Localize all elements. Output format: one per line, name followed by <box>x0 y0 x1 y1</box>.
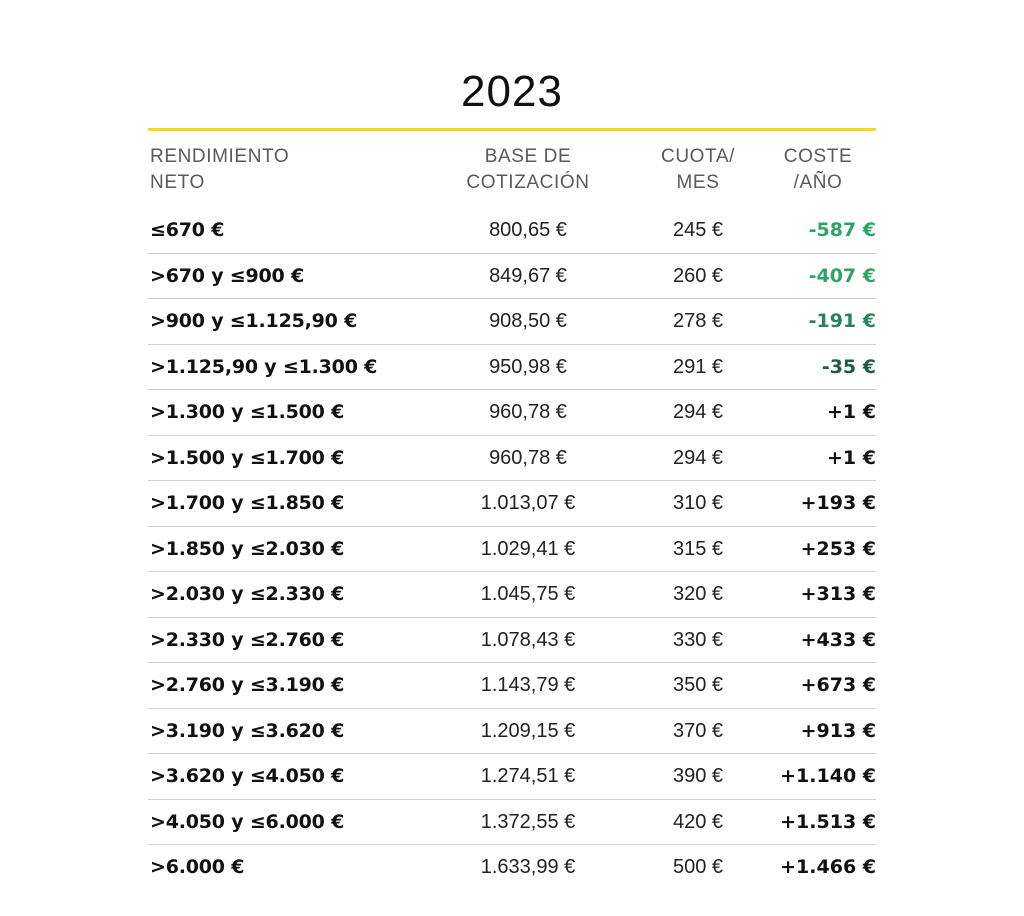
header-coste-ano: COSTE /AÑO <box>783 146 853 193</box>
cell-base-cotizacion: 1.209,15 € <box>480 719 576 742</box>
cell-cuota-mes: 294 € <box>672 446 724 469</box>
cell-coste-ano: +673 € <box>800 674 876 696</box>
table-row <box>148 208 876 254</box>
cell-rendimiento-neto: >6.000 € <box>150 856 245 878</box>
table-row <box>148 572 876 618</box>
cell-coste-ano: +1.140 € <box>780 765 876 787</box>
cell-base-cotizacion: 960,78 € <box>489 401 567 423</box>
cell-rendimiento-neto: >3.190 y ≤3.620 € <box>150 719 345 742</box>
table-row <box>148 754 876 800</box>
cell-cuota-mes: 500 € <box>672 856 724 878</box>
cell-cuota-mes: 390 € <box>672 765 724 787</box>
cell-rendimiento-neto: >1.300 y ≤1.500 € <box>150 401 345 423</box>
cell-base-cotizacion: 908,50 € <box>489 310 567 332</box>
cell-coste-ano: -35 € <box>821 355 876 378</box>
table-row <box>148 845 876 891</box>
header-base-cotizacion: BASE DE COTIZACIÓN <box>466 146 590 193</box>
cell-cuota-mes: 315 € <box>672 537 724 560</box>
cell-cuota-mes: 350 € <box>672 674 724 696</box>
cell-coste-ano: +253 € <box>800 537 876 560</box>
cell-coste-ano: -191 € <box>808 310 876 332</box>
cell-cuota-mes: 320 € <box>672 583 724 605</box>
cell-coste-ano: +1 € <box>827 401 876 423</box>
table-row <box>148 436 876 482</box>
cell-base-cotizacion: 1.045,75 € <box>480 583 576 605</box>
table-row <box>148 345 876 391</box>
table-row <box>148 390 876 436</box>
table-body <box>148 208 876 891</box>
cell-cuota-mes: 260 € <box>672 264 724 287</box>
cell-cuota-mes: 420 € <box>672 810 724 833</box>
cell-rendimiento-neto: >1.125,90 y ≤1.300 € <box>150 355 378 378</box>
table-row <box>148 299 876 345</box>
cell-coste-ano: +193 € <box>800 492 876 514</box>
cell-rendimiento-neto: >2.330 y ≤2.760 € <box>150 628 345 651</box>
cell-cuota-mes: 294 € <box>672 401 724 423</box>
cell-base-cotizacion: 1.143,79 € <box>480 674 576 696</box>
cell-rendimiento-neto: >3.620 y ≤4.050 € <box>150 765 345 787</box>
table-row <box>148 663 876 709</box>
cell-base-cotizacion: 960,78 € <box>489 446 567 469</box>
cell-base-cotizacion: 1.274,51 € <box>480 765 576 787</box>
cell-cuota-mes: 291 € <box>672 355 724 378</box>
cell-base-cotizacion: 950,98 € <box>489 355 567 378</box>
table-row <box>148 527 876 573</box>
cell-base-cotizacion: 1.029,41 € <box>480 537 576 560</box>
cell-rendimiento-neto: >900 y ≤1.125,90 € <box>150 310 358 332</box>
cell-base-cotizacion: 800,65 € <box>489 219 567 241</box>
cell-rendimiento-neto: ≤670 € <box>150 219 225 241</box>
table-row <box>148 709 876 755</box>
cell-base-cotizacion: 849,67 € <box>489 264 567 287</box>
cell-coste-ano: +1 € <box>827 446 876 469</box>
cell-cuota-mes: 278 € <box>672 310 724 332</box>
cell-base-cotizacion: 1.633,99 € <box>480 856 576 878</box>
cell-coste-ano: +913 € <box>800 719 876 742</box>
cell-coste-ano: +433 € <box>800 628 876 651</box>
cell-rendimiento-neto: >2.030 y ≤2.330 € <box>150 583 345 605</box>
cell-rendimiento-neto: >4.050 y ≤6.000 € <box>150 810 345 833</box>
table-row <box>148 800 876 846</box>
table-row <box>148 254 876 300</box>
title-rule <box>148 128 876 131</box>
cell-base-cotizacion: 1.013,07 € <box>480 492 576 514</box>
cell-rendimiento-neto: >1.700 y ≤1.850 € <box>150 492 345 514</box>
cell-cuota-mes: 310 € <box>672 492 724 514</box>
table-row <box>148 481 876 527</box>
header-cuota-mes: CUOTA/ MES <box>661 146 735 193</box>
cell-coste-ano: -407 € <box>808 264 876 287</box>
header-rendimiento-neto: RENDIMIENTO NETO <box>150 146 290 193</box>
cell-coste-ano: -587 € <box>808 219 876 241</box>
cell-coste-ano: +1.513 € <box>780 810 876 833</box>
cell-coste-ano: +313 € <box>800 583 876 605</box>
cell-cuota-mes: 245 € <box>672 219 724 241</box>
cell-rendimiento-neto: >2.760 y ≤3.190 € <box>150 674 345 696</box>
cell-base-cotizacion: 1.372,55 € <box>480 810 576 833</box>
cell-coste-ano: +1.466 € <box>780 856 876 878</box>
table-row <box>148 618 876 664</box>
cell-cuota-mes: 370 € <box>672 719 724 742</box>
cell-cuota-mes: 330 € <box>672 628 724 651</box>
cell-rendimiento-neto: >1.500 y ≤1.700 € <box>150 446 345 469</box>
cell-rendimiento-neto: >1.850 y ≤2.030 € <box>150 537 345 560</box>
table-title: 2023 <box>461 67 563 116</box>
cell-base-cotizacion: 1.078,43 € <box>480 628 576 651</box>
cell-rendimiento-neto: >670 y ≤900 € <box>150 264 305 287</box>
